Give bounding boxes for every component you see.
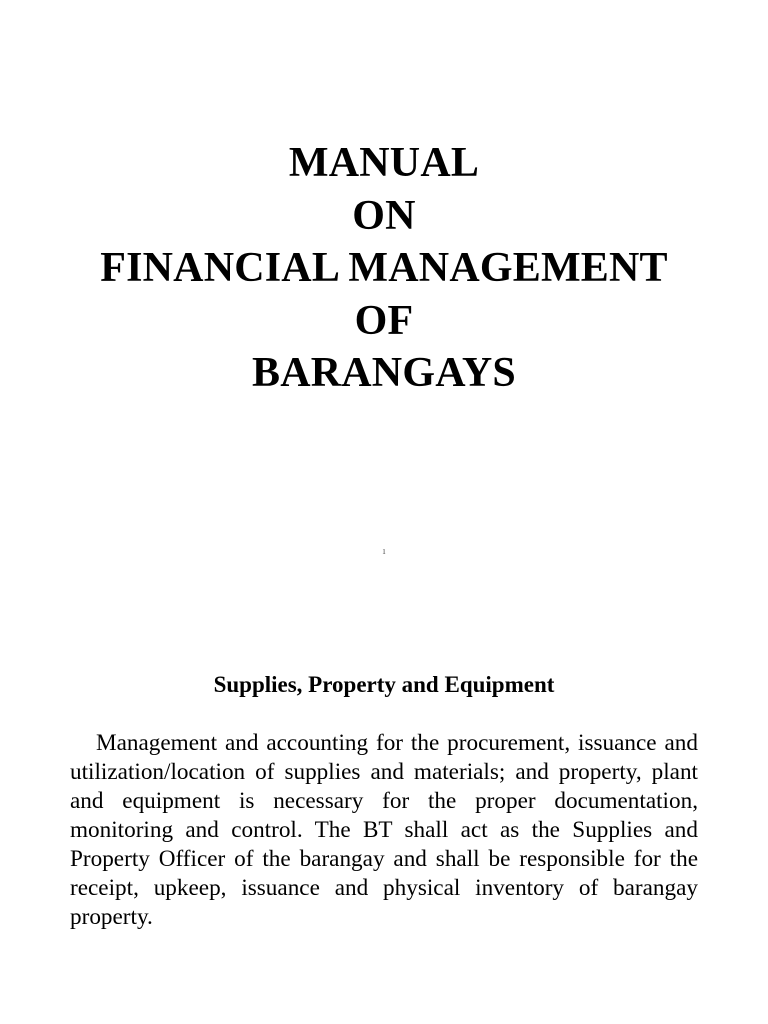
section-heading: Supplies, Property and Equipment [213, 672, 555, 697]
title-line-on: ON [352, 192, 416, 239]
title-line-of: OF [354, 297, 414, 344]
title-line-financial-management: FINANCIAL MANAGEMENT [100, 245, 668, 291]
body-paragraph: Management and accounting for the procurement, issuance and utilization/location of supplies and materials; and property, plant and equipment is necessary for the proper documentation, monitoring and control. The BT shall act as the Supplies and Property Officer of the barangay and shall be responsible for the receipt, upkeep, issuance and physical inventory of barangay property. [70, 730, 698, 930]
title-line-manual: MANUAL [288, 140, 480, 186]
page-number: 1 [382, 548, 386, 556]
document-title [0, 137, 768, 400]
title-line-barangays: BARANGAYS [252, 350, 516, 396]
